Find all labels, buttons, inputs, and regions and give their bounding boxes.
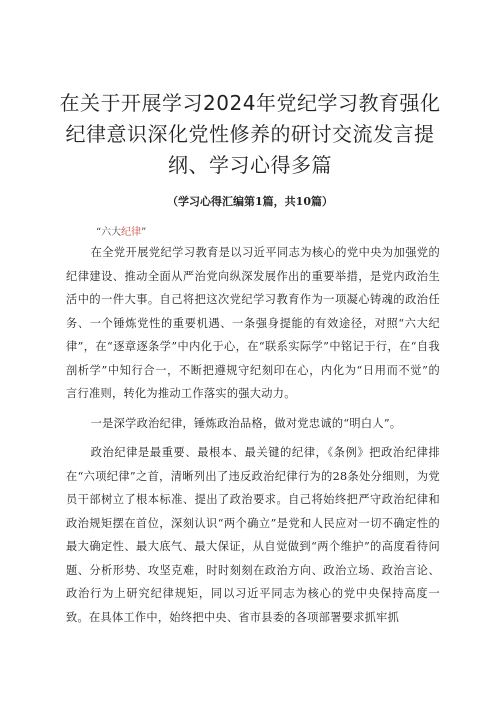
section-tag-open: “六大 [96,227,122,238]
document-subtitle: （学习心得汇编第1篇，共10篇） [167,195,333,208]
section-tag [96,223,146,238]
paragraph-political-discipline: 政治纪律是最重要、最根本、最关键的纪律，《条例》把政治纪律排在“六项纪律”之首，清晰列出了违反政治纪律行为的28条处分细则，为党员干部树立了根本标准、提出了政治要求。自己将始终把严守政治纪律和政治规矩摆在首位，深刻认识“两个确立”是党和人民应对一切不确定性的最大确定性、最大底气、最大保证，从自觉做到“两个维护”的高度看待问题、分析形势、攻坚克难，时时刻刻在政治方向、政治立场、政治言论、政治行为上研究纪律规矩，同以习近平同志为核心的党中央保持高度一致。在具体工作中，始终把中央、省市县委的各项部署要求抓牢抓 [66,446,440,624]
body-text [66,241,440,635]
section-tag-close: ” [141,227,147,238]
section-tag-highlight: 纪律 [121,227,142,238]
paragraph-intro: 在全党开展党纪学习教育是以习近平同志为核心的党中央为加强党的纪律建设、推动全面从严治党向纵深发展作出的重要举措，是党内政治生活中的一件大事。自己将把这次党纪学习教育作为一项凝心铸魂的政治任务、一个锤炼党性的重要机遇、一条强身提能的有效途径，对照“六大纪律”，在“逐章逐条学”中内化于心，在“联系实际学”中铭记于行，在“自我剖析学”中知行合一，不断把遵规守纪刻印在心，内化为“日用而不觉”的言行准则，转化为推动工作落实的强大动力。 [66,246,440,400]
paragraph-point-one: 一是深学政治纪律，锤炼政治品格，做对党忠诚的“明白人”。 [90,416,402,430]
document-title: 在关于开展学习2024年党纪学习教育强化纪律意识深化党性修养的研讨交流发言提纲、学习心得多篇 [59,91,441,177]
